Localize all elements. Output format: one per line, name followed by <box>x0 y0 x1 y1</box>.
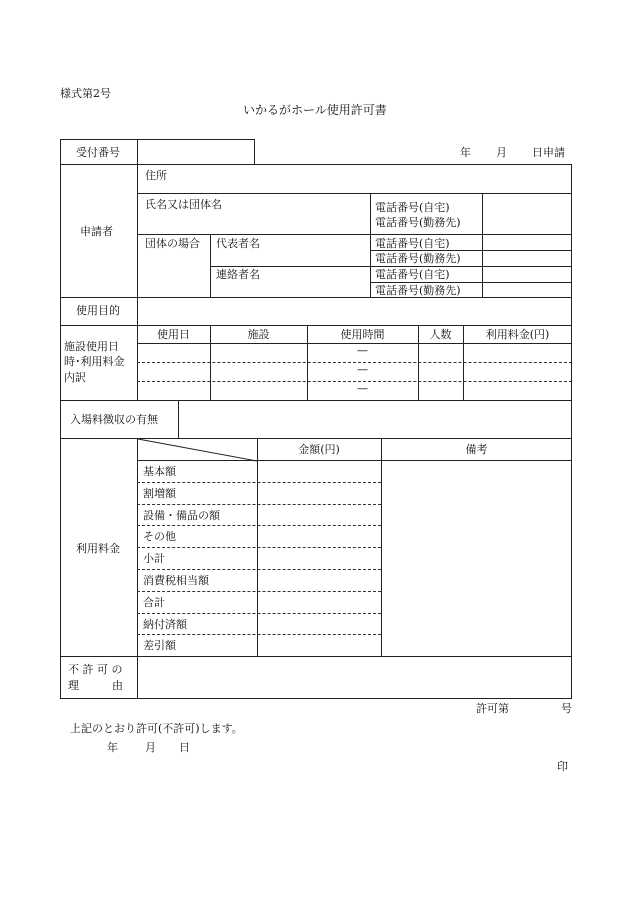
apply-day-label: 日申請 <box>532 146 565 159</box>
document-title: いかるがホール使用許可書 <box>243 103 387 117</box>
col-header-fee: 利用料金(円) <box>485 328 550 341</box>
col-header-date: 使用日 <box>157 328 190 341</box>
fee-amount-column[interactable] <box>259 462 379 654</box>
breakdown-label-1: 施設使用日 <box>64 340 119 353</box>
admission-label: 入場料徴収の有無 <box>70 413 158 426</box>
time-dash-row-3: — <box>357 382 368 395</box>
time-dash-row-2: — <box>357 363 368 376</box>
permission-statement: 上記のとおり許可(不許可)します。 <box>70 722 243 735</box>
contact-label: 連絡者名 <box>216 268 260 281</box>
admission-field[interactable] <box>181 402 570 436</box>
phone-home-label: 電話番号(自宅) <box>375 201 450 214</box>
breakdown-row-2[interactable] <box>139 364 570 380</box>
breakdown-row-1[interactable] <box>139 345 570 361</box>
applicant-section-label: 申請者 <box>80 225 113 238</box>
group-case-label: 団体の場合 <box>145 237 200 250</box>
contact-field[interactable] <box>280 268 366 296</box>
breakdown-label-3: 内訳 <box>64 371 86 384</box>
permit-number-label: 許可第 <box>476 702 509 715</box>
apply-year-label: 年 <box>460 146 471 159</box>
rep-phone-home-label: 電話番号(自宅) <box>375 237 450 250</box>
fee-row-equipment: 設備・備品の額 <box>143 509 220 522</box>
refusal-label-2: 理 由 <box>68 679 123 692</box>
phone-work-label: 電話番号(勤務先) <box>375 216 461 229</box>
col-header-notes: 備考 <box>465 443 488 456</box>
breakdown-row-3[interactable] <box>139 383 570 399</box>
apply-month-label: 月 <box>496 146 507 159</box>
representative-label: 代表者名 <box>216 237 260 250</box>
header-diagonal-line <box>137 438 257 462</box>
contact-phone-home-label: 電話番号(自宅) <box>375 268 450 281</box>
fee-row-total: 合計 <box>143 596 165 609</box>
seal-mark: 印 <box>557 760 568 773</box>
time-dash-row-1: — <box>357 344 368 357</box>
purpose-field[interactable] <box>140 299 570 323</box>
permit-year-label: 年 <box>107 741 118 754</box>
form-number: 様式第2号 <box>60 87 111 100</box>
fee-row-paid: 納付済額 <box>143 618 187 631</box>
refusal-label-1: 不 許 可 の <box>68 663 123 676</box>
fee-row-subtotal: 小計 <box>143 552 165 565</box>
reception-number-label: 受付番号 <box>76 146 120 159</box>
fee-row-basic: 基本額 <box>143 465 176 478</box>
fee-row-tax: 消費税相当額 <box>143 574 209 587</box>
rep-phone-work-label: 電話番号(勤務先) <box>375 252 461 265</box>
name-label: 氏名又は団体名 <box>145 198 222 211</box>
address-label: 住所 <box>145 169 167 182</box>
purpose-label: 使用目的 <box>76 304 120 317</box>
address-field[interactable] <box>180 168 568 192</box>
refusal-reason-field[interactable] <box>140 658 570 697</box>
name-field[interactable] <box>145 213 365 231</box>
col-header-amount: 金額(円) <box>298 443 340 456</box>
fees-section-label: 利用料金 <box>76 542 120 555</box>
fee-row-surcharge: 割増額 <box>143 487 176 500</box>
representative-field[interactable] <box>280 236 366 264</box>
breakdown-label-2: 時･利用料金 <box>64 355 125 368</box>
applicant-phone-field[interactable] <box>484 195 570 233</box>
col-header-people: 人数 <box>429 328 452 341</box>
fee-row-other: その他 <box>143 530 176 543</box>
permit-month-label: 月 <box>145 741 156 754</box>
permit-number-suffix: 号 <box>561 702 572 715</box>
col-header-time: 使用時間 <box>340 328 385 341</box>
reception-number-field[interactable] <box>139 141 253 163</box>
permit-day-label: 日 <box>179 741 190 754</box>
col-header-facility: 施設 <box>247 328 270 341</box>
contact-phone-work-label: 電話番号(勤務先) <box>375 284 461 297</box>
fee-row-balance: 差引額 <box>143 639 176 652</box>
fee-notes-field[interactable] <box>383 462 570 654</box>
